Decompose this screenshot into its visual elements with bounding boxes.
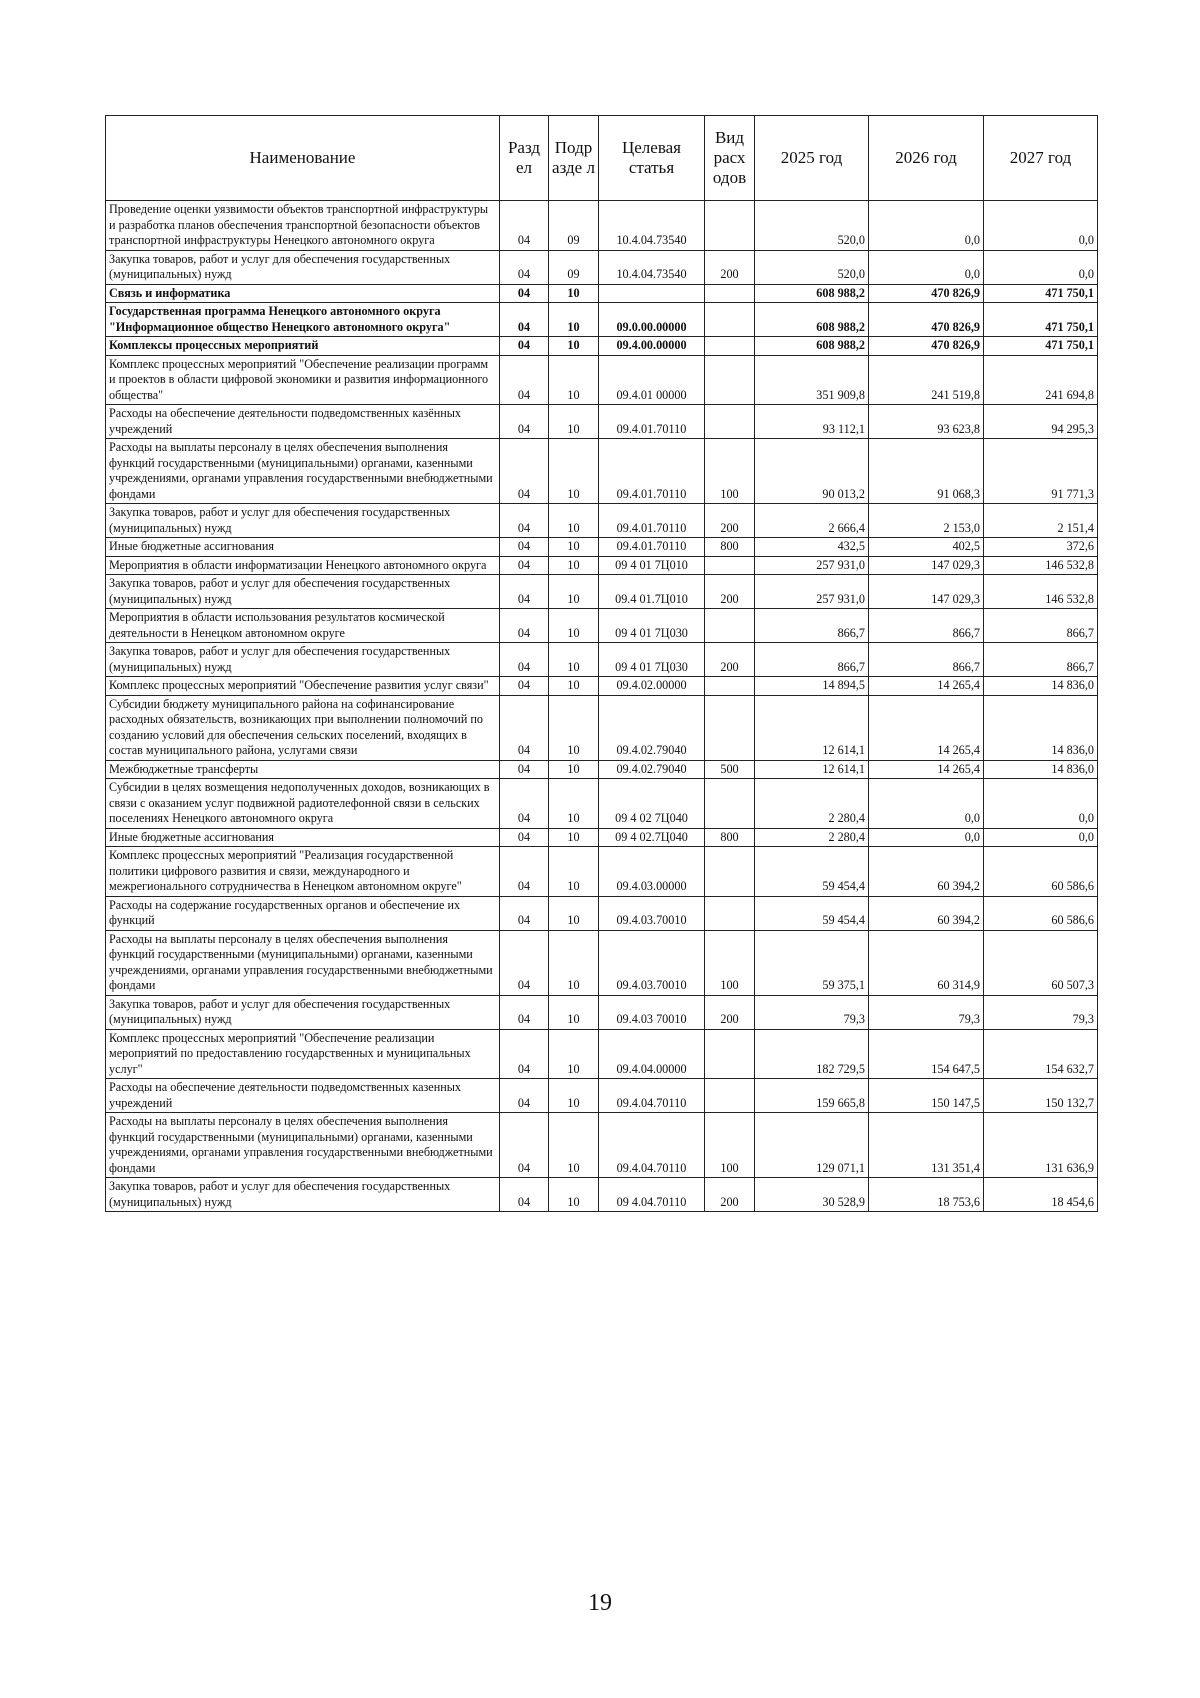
cell-expense-type: 100 — [705, 930, 755, 995]
cell-razdel: 04 — [500, 828, 549, 847]
table-row — [106, 995, 1098, 1029]
cell-amount-2027: 2 151,4 — [984, 504, 1098, 538]
cell-amount-2027: 91 771,3 — [984, 439, 1098, 504]
cell-amount-2026: 79,3 — [869, 995, 984, 1029]
table-body — [106, 201, 1098, 1212]
cell-amount-2027: 866,7 — [984, 609, 1098, 643]
cell-amount-2027: 94 295,3 — [984, 405, 1098, 439]
cell-amount-2027: 60 507,3 — [984, 930, 1098, 995]
cell-amount-2027: 131 636,9 — [984, 1113, 1098, 1178]
cell-amount-2025: 14 894,5 — [755, 677, 869, 696]
cell-amount-2027: 150 132,7 — [984, 1079, 1098, 1113]
cell-podrazdel: 10 — [549, 504, 599, 538]
table-row — [106, 677, 1098, 696]
cell-name: Комплекс процессных мероприятий "Обеспечение реализации программ и проектов в области цифровой экономики и развития информационного общества" — [106, 355, 500, 405]
cell-amount-2027: 241 694,8 — [984, 355, 1098, 405]
header-row — [106, 116, 1098, 201]
cell-podrazdel: 10 — [549, 355, 599, 405]
cell-target-article: 09 4 02.7Ц040 — [599, 828, 705, 847]
cell-amount-2025: 2 280,4 — [755, 828, 869, 847]
cell-podrazdel: 10 — [549, 1178, 599, 1212]
cell-razdel: 04 — [500, 355, 549, 405]
cell-name: Государственная программа Ненецкого автономного округа "Информационное общество Ненецкого автономного округа" — [106, 303, 500, 337]
table-row — [106, 609, 1098, 643]
cell-expense-type — [705, 337, 755, 356]
cell-amount-2026: 866,7 — [869, 609, 984, 643]
cell-expense-type — [705, 405, 755, 439]
cell-amount-2027: 18 454,6 — [984, 1178, 1098, 1212]
cell-razdel: 04 — [500, 995, 549, 1029]
cell-expense-type — [705, 556, 755, 575]
cell-podrazdel: 10 — [549, 643, 599, 677]
cell-podrazdel: 10 — [549, 538, 599, 557]
table-row — [106, 575, 1098, 609]
cell-name: Расходы на обеспечение деятельности подведомственных казённых учреждений — [106, 405, 500, 439]
cell-expense-type: 800 — [705, 828, 755, 847]
cell-target-article: 09.4.01.70110 — [599, 538, 705, 557]
table-row — [106, 504, 1098, 538]
cell-target-article: 09.4.01 00000 — [599, 355, 705, 405]
cell-amount-2026: 18 753,6 — [869, 1178, 984, 1212]
cell-podrazdel: 10 — [549, 609, 599, 643]
cell-amount-2027: 146 532,8 — [984, 556, 1098, 575]
cell-amount-2026: 154 647,5 — [869, 1029, 984, 1079]
cell-podrazdel: 10 — [549, 995, 599, 1029]
cell-razdel: 04 — [500, 677, 549, 696]
cell-podrazdel: 10 — [549, 828, 599, 847]
cell-amount-2025: 257 931,0 — [755, 575, 869, 609]
cell-amount-2025: 2 280,4 — [755, 779, 869, 829]
cell-amount-2025: 866,7 — [755, 609, 869, 643]
cell-name: Закупка товаров, работ и услуг для обеспечения государственных (муниципальных) нужд — [106, 575, 500, 609]
cell-name: Межбюджетные трансферты — [106, 760, 500, 779]
table-row — [106, 930, 1098, 995]
cell-target-article: 09.4.01.70110 — [599, 504, 705, 538]
cell-expense-type — [705, 1079, 755, 1113]
table-header — [106, 116, 1098, 201]
cell-razdel: 04 — [500, 930, 549, 995]
cell-amount-2026: 402,5 — [869, 538, 984, 557]
cell-target-article: 09.4.03.70010 — [599, 930, 705, 995]
cell-amount-2025: 90 013,2 — [755, 439, 869, 504]
cell-podrazdel: 10 — [549, 284, 599, 303]
cell-expense-type: 200 — [705, 250, 755, 284]
cell-razdel: 04 — [500, 284, 549, 303]
cell-podrazdel: 10 — [549, 930, 599, 995]
cell-expense-type: 200 — [705, 504, 755, 538]
cell-amount-2027: 0,0 — [984, 201, 1098, 251]
cell-amount-2025: 432,5 — [755, 538, 869, 557]
cell-expense-type — [705, 695, 755, 760]
budget-table — [105, 115, 1098, 1212]
cell-expense-type — [705, 779, 755, 829]
cell-target-article: 09.4.04.70110 — [599, 1079, 705, 1113]
cell-name: Проведение оценки уязвимости объектов транспортной инфраструктуры и разработка планов обеспечения транспортной безопасности объектов транспортной инфраструктуры Ненецкого автономного округа — [106, 201, 500, 251]
header-podrazdel: Подр азде л — [549, 116, 599, 201]
cell-expense-type — [705, 201, 755, 251]
cell-podrazdel: 10 — [549, 337, 599, 356]
cell-target-article: 10.4.04.73540 — [599, 201, 705, 251]
cell-amount-2027: 372,6 — [984, 538, 1098, 557]
cell-amount-2026: 60 394,2 — [869, 896, 984, 930]
cell-amount-2025: 30 528,9 — [755, 1178, 869, 1212]
cell-razdel: 04 — [500, 695, 549, 760]
cell-amount-2025: 59 375,1 — [755, 930, 869, 995]
cell-podrazdel: 09 — [549, 201, 599, 251]
cell-podrazdel: 10 — [549, 896, 599, 930]
cell-amount-2027: 79,3 — [984, 995, 1098, 1029]
cell-expense-type: 200 — [705, 1178, 755, 1212]
cell-amount-2027: 0,0 — [984, 828, 1098, 847]
cell-podrazdel: 10 — [549, 1029, 599, 1079]
cell-amount-2026: 150 147,5 — [869, 1079, 984, 1113]
table-row — [106, 643, 1098, 677]
cell-amount-2025: 79,3 — [755, 995, 869, 1029]
cell-name: Закупка товаров, работ и услуг для обеспечения государственных (муниципальных) нужд — [106, 1178, 500, 1212]
cell-razdel: 04 — [500, 1029, 549, 1079]
cell-amount-2026: 131 351,4 — [869, 1113, 984, 1178]
header-year-2026: 2026 год — [869, 116, 984, 201]
cell-razdel: 04 — [500, 1079, 549, 1113]
cell-target-article: 09.4.04.70110 — [599, 1113, 705, 1178]
cell-amount-2026: 470 826,9 — [869, 284, 984, 303]
cell-razdel: 04 — [500, 1113, 549, 1178]
cell-amount-2027: 0,0 — [984, 779, 1098, 829]
cell-expense-type — [705, 303, 755, 337]
cell-podrazdel: 10 — [549, 575, 599, 609]
cell-amount-2026: 14 265,4 — [869, 677, 984, 696]
cell-target-article: 09.4.02.79040 — [599, 695, 705, 760]
table-row — [106, 760, 1098, 779]
cell-amount-2027: 471 750,1 — [984, 284, 1098, 303]
cell-amount-2026: 147 029,3 — [869, 575, 984, 609]
cell-amount-2026: 0,0 — [869, 828, 984, 847]
page-number: 19 — [588, 1590, 612, 1616]
cell-target-article: 09.4.04.00000 — [599, 1029, 705, 1079]
cell-target-article: 09.4 01.7Ц010 — [599, 575, 705, 609]
cell-name: Субсидии бюджету муниципального района на софинансирование расходных обязательств, возникающих при выполнении полномочий по созданию условий для обеспечения сельских поселений, входящих в состав муниципального района, услугами связи — [106, 695, 500, 760]
cell-podrazdel: 10 — [549, 779, 599, 829]
cell-amount-2027: 14 836,0 — [984, 760, 1098, 779]
cell-razdel: 04 — [500, 643, 549, 677]
cell-name: Субсидии в целях возмещения недополученных доходов, возникающих в связи с оказанием услуг подвижной радиотелефонной связи в сельских поселениях Ненецкого автономного округа — [106, 779, 500, 829]
cell-razdel: 04 — [500, 760, 549, 779]
cell-amount-2027: 866,7 — [984, 643, 1098, 677]
cell-podrazdel: 10 — [549, 303, 599, 337]
cell-name: Расходы на содержание государственных органов и обеспечение их функций — [106, 896, 500, 930]
cell-amount-2025: 129 071,1 — [755, 1113, 869, 1178]
cell-expense-type — [705, 609, 755, 643]
cell-amount-2026: 60 314,9 — [869, 930, 984, 995]
header-year-2025: 2025 год — [755, 116, 869, 201]
table-row — [106, 284, 1098, 303]
table-row — [106, 695, 1098, 760]
cell-name: Иные бюджетные ассигнования — [106, 828, 500, 847]
cell-name: Закупка товаров, работ и услуг для обеспечения государственных (муниципальных) нужд — [106, 504, 500, 538]
table-row — [106, 1113, 1098, 1178]
cell-amount-2026: 14 265,4 — [869, 760, 984, 779]
cell-amount-2026: 0,0 — [869, 250, 984, 284]
cell-razdel: 04 — [500, 201, 549, 251]
table-row — [106, 355, 1098, 405]
cell-amount-2027: 471 750,1 — [984, 303, 1098, 337]
table-row — [106, 538, 1098, 557]
cell-amount-2025: 520,0 — [755, 201, 869, 251]
cell-amount-2025: 2 666,4 — [755, 504, 869, 538]
cell-amount-2027: 154 632,7 — [984, 1029, 1098, 1079]
cell-razdel: 04 — [500, 896, 549, 930]
cell-amount-2025: 182 729,5 — [755, 1029, 869, 1079]
cell-razdel: 04 — [500, 609, 549, 643]
cell-name: Мероприятия в области использования результатов космической деятельности в Ненецком автономном округе — [106, 609, 500, 643]
cell-amount-2026: 91 068,3 — [869, 439, 984, 504]
cell-expense-type: 100 — [705, 1113, 755, 1178]
table-row — [106, 337, 1098, 356]
cell-razdel: 04 — [500, 575, 549, 609]
cell-amount-2025: 59 454,4 — [755, 847, 869, 897]
cell-razdel: 04 — [500, 250, 549, 284]
cell-amount-2026: 241 519,8 — [869, 355, 984, 405]
cell-amount-2026: 93 623,8 — [869, 405, 984, 439]
cell-amount-2025: 257 931,0 — [755, 556, 869, 575]
cell-amount-2025: 520,0 — [755, 250, 869, 284]
cell-razdel: 04 — [500, 556, 549, 575]
cell-amount-2025: 351 909,8 — [755, 355, 869, 405]
cell-razdel: 04 — [500, 847, 549, 897]
cell-razdel: 04 — [500, 337, 549, 356]
cell-podrazdel: 10 — [549, 405, 599, 439]
cell-expense-type: 200 — [705, 643, 755, 677]
budget-table-wrapper — [105, 115, 1097, 1212]
table-row — [106, 847, 1098, 897]
cell-podrazdel: 10 — [549, 760, 599, 779]
cell-podrazdel: 10 — [549, 556, 599, 575]
header-name: Наименование — [106, 116, 500, 201]
cell-target-article: 09 4 02 7Ц040 — [599, 779, 705, 829]
cell-razdel: 04 — [500, 504, 549, 538]
cell-amount-2025: 12 614,1 — [755, 760, 869, 779]
cell-amount-2025: 12 614,1 — [755, 695, 869, 760]
cell-name: Расходы на выплаты персоналу в целях обеспечения выполнения функций государственными (муниципальными) органами, казенными учреждениями, органами управления государственными внебюджетными фондами — [106, 1113, 500, 1178]
table-row — [106, 250, 1098, 284]
cell-name: Иные бюджетные ассигнования — [106, 538, 500, 557]
cell-podrazdel: 10 — [549, 1079, 599, 1113]
cell-target-article: 09.4.03.70010 — [599, 896, 705, 930]
cell-name: Закупка товаров, работ и услуг для обеспечения государственных (муниципальных) нужд — [106, 643, 500, 677]
cell-podrazdel: 10 — [549, 677, 599, 696]
cell-name: Комплекс процессных мероприятий "Обеспечение реализации мероприятий по предоставлению государственных и муниципальных услуг" — [106, 1029, 500, 1079]
cell-amount-2025: 159 665,8 — [755, 1079, 869, 1113]
cell-razdel: 04 — [500, 1178, 549, 1212]
cell-name: Мероприятия в области информатизации Ненецкого автономного округа — [106, 556, 500, 575]
cell-target-article: 09 4 01 7Ц010 — [599, 556, 705, 575]
cell-podrazdel: 10 — [549, 695, 599, 760]
cell-amount-2026: 60 394,2 — [869, 847, 984, 897]
cell-amount-2025: 608 988,2 — [755, 284, 869, 303]
table-row — [106, 556, 1098, 575]
cell-target-article: 10.4.04.73540 — [599, 250, 705, 284]
cell-razdel: 04 — [500, 779, 549, 829]
cell-expense-type: 100 — [705, 439, 755, 504]
header-target-article: Целевая статья — [599, 116, 705, 201]
cell-name: Комплекс процессных мероприятий "Реализация государственной политики цифрового развития и связи, международного и межрегионального сотрудничества в Ненецком автономном округе" — [106, 847, 500, 897]
cell-amount-2027: 0,0 — [984, 250, 1098, 284]
cell-expense-type — [705, 284, 755, 303]
header-razdel: Разд ел — [500, 116, 549, 201]
cell-target-article: 09.4.02.79040 — [599, 760, 705, 779]
cell-razdel: 04 — [500, 405, 549, 439]
cell-target-article: 09.4.02.00000 — [599, 677, 705, 696]
cell-amount-2027: 60 586,6 — [984, 896, 1098, 930]
table-row — [106, 1079, 1098, 1113]
cell-expense-type — [705, 677, 755, 696]
cell-amount-2027: 14 836,0 — [984, 695, 1098, 760]
cell-amount-2025: 608 988,2 — [755, 337, 869, 356]
table-row — [106, 303, 1098, 337]
cell-name: Расходы на обеспечение деятельности подведомственных казенных учреждений — [106, 1079, 500, 1113]
cell-target-article — [599, 284, 705, 303]
cell-target-article: 09.4.01.70110 — [599, 439, 705, 504]
cell-amount-2026: 866,7 — [869, 643, 984, 677]
cell-amount-2025: 93 112,1 — [755, 405, 869, 439]
header-expense-type: Вид расх одов — [705, 116, 755, 201]
cell-amount-2026: 0,0 — [869, 201, 984, 251]
cell-razdel: 04 — [500, 439, 549, 504]
cell-amount-2026: 470 826,9 — [869, 303, 984, 337]
cell-name: Закупка товаров, работ и услуг для обеспечения государственных (муниципальных) нужд — [106, 995, 500, 1029]
cell-expense-type — [705, 1029, 755, 1079]
cell-name: Комплексы процессных мероприятий — [106, 337, 500, 356]
header-year-2027: 2027 год — [984, 116, 1098, 201]
cell-name: Расходы на выплаты персоналу в целях обеспечения выполнения функций государственными (муниципальными) органами, казенными учреждениями, органами управления государственными внебюджетными фондами — [106, 439, 500, 504]
cell-podrazdel: 10 — [549, 439, 599, 504]
cell-target-article: 09 4 01 7Ц030 — [599, 643, 705, 677]
cell-amount-2027: 14 836,0 — [984, 677, 1098, 696]
cell-amount-2026: 147 029,3 — [869, 556, 984, 575]
cell-target-article: 09 4.04.70110 — [599, 1178, 705, 1212]
cell-name: Закупка товаров, работ и услуг для обеспечения государственных (муниципальных) нужд — [106, 250, 500, 284]
table-row — [106, 1178, 1098, 1212]
cell-amount-2025: 608 988,2 — [755, 303, 869, 337]
cell-amount-2026: 14 265,4 — [869, 695, 984, 760]
table-row — [106, 405, 1098, 439]
cell-target-article: 09.4.03 70010 — [599, 995, 705, 1029]
cell-expense-type — [705, 896, 755, 930]
cell-amount-2026: 0,0 — [869, 779, 984, 829]
cell-podrazdel: 10 — [549, 847, 599, 897]
cell-expense-type: 200 — [705, 995, 755, 1029]
table-row — [106, 779, 1098, 829]
cell-target-article: 09.4.01.70110 — [599, 405, 705, 439]
cell-razdel: 04 — [500, 303, 549, 337]
table-row — [106, 439, 1098, 504]
cell-expense-type — [705, 355, 755, 405]
cell-target-article: 09.4.03.00000 — [599, 847, 705, 897]
cell-amount-2027: 146 532,8 — [984, 575, 1098, 609]
table-row — [106, 896, 1098, 930]
cell-target-article: 09.4.00.00000 — [599, 337, 705, 356]
cell-target-article: 09.0.00.00000 — [599, 303, 705, 337]
table-row — [106, 201, 1098, 251]
cell-amount-2027: 60 586,6 — [984, 847, 1098, 897]
cell-expense-type — [705, 847, 755, 897]
cell-amount-2026: 470 826,9 — [869, 337, 984, 356]
cell-amount-2025: 866,7 — [755, 643, 869, 677]
cell-target-article: 09 4 01 7Ц030 — [599, 609, 705, 643]
cell-amount-2026: 2 153,0 — [869, 504, 984, 538]
cell-name: Расходы на выплаты персоналу в целях обеспечения выполнения функций государственными (муниципальными) органами, казенными учреждениями, органами управления государственными внебюджетными фондами — [106, 930, 500, 995]
table-row — [106, 1029, 1098, 1079]
cell-expense-type: 200 — [705, 575, 755, 609]
cell-podrazdel: 10 — [549, 1113, 599, 1178]
cell-expense-type: 500 — [705, 760, 755, 779]
table-row — [106, 828, 1098, 847]
cell-podrazdel: 09 — [549, 250, 599, 284]
cell-name: Связь и информатика — [106, 284, 500, 303]
cell-amount-2027: 471 750,1 — [984, 337, 1098, 356]
cell-amount-2025: 59 454,4 — [755, 896, 869, 930]
cell-expense-type: 800 — [705, 538, 755, 557]
cell-razdel: 04 — [500, 538, 549, 557]
cell-name: Комплекс процессных мероприятий "Обеспечение развития услуг связи" — [106, 677, 500, 696]
